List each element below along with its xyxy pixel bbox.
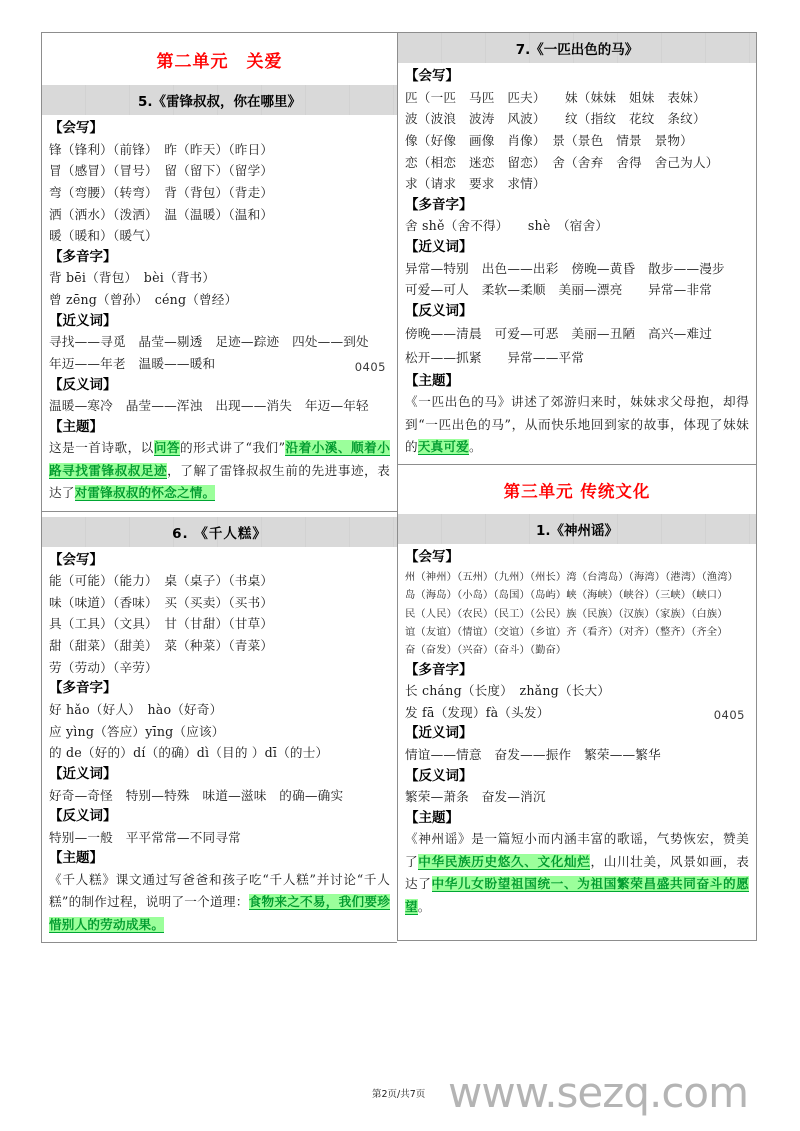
text-line: 好奇—奇怪 特别—特殊 味道—滋味 的确—确实 [49, 787, 344, 803]
theme-paragraph [405, 828, 749, 918]
text-line: 匹（一匹 马匹 匹夫） 妹（妹妹 姐妹 表妹） [405, 89, 706, 105]
text-line: 锋（锋利）（前锋） 昨（昨天）（昨日） [49, 141, 274, 157]
text-line: 弯（弯腰）（转弯） 背（背包）（背走） [49, 184, 274, 200]
theme-highlight: 天真可爱 [417, 438, 469, 454]
lesson-header-6: 6. 《千人糕》 [42, 517, 397, 547]
page-code-marker: 0405 [713, 708, 745, 723]
page-code-marker: 0405 [354, 359, 386, 374]
text-line: 背 bēi（背包） bèi（背书） [49, 270, 216, 286]
lesson-body-1 [398, 544, 756, 940]
section-label-zhuti: 【主题】 [405, 372, 459, 389]
lesson-header-5: 5.《雷锋叔叔，你在哪里》 [42, 85, 397, 115]
section-label-jinyici: 【近义词】 [49, 312, 117, 329]
text-line: 异常—特别 出色——出彩 傍晚—黄昏 散步——漫步 [405, 260, 725, 276]
text-line: 曾 zēng（曾孙） céng（曾经） [49, 292, 238, 308]
right-column [397, 32, 757, 941]
section-label-jinyici: 【近义词】 [405, 239, 473, 256]
section-label-duoyinzi: 【多音字】 [405, 661, 473, 678]
lesson-block-6 [42, 512, 397, 943]
text-line: 温暖—寒冷 晶莹——浑浊 出现——消失 年迈—年轻 [49, 398, 369, 414]
text-line: 求（请求 要求 求情） [405, 176, 546, 192]
theme-highlight: 问答 [153, 440, 180, 456]
text-line: 州（神州）（五州）（九州）（州长）湾（台湾岛）（海湾）（港湾）（渔湾） [405, 570, 738, 583]
section-label-fanyici: 【反义词】 [49, 376, 117, 393]
text-line: 傍晚——清晨 可爱—可恶 美丽—丑陋 高兴—难过 [405, 325, 713, 341]
text-line: 发 fā（发现）fà（头发） [405, 704, 550, 720]
text-line: 味（味道）（香味） 买（买卖）（买书） [49, 594, 274, 610]
theme-text: 这是一首诗歌，以 [49, 440, 154, 456]
text-line: 具（工具）（文具） 甘（甘甜）（甘草） [49, 616, 274, 632]
section-label-fanyici: 【反义词】 [405, 302, 473, 319]
text-line: 暖（暖和）（暖气） [49, 228, 158, 244]
unit-block-3 [398, 465, 756, 940]
text-line: 特别—一般 平平常常—不同寻常 [49, 829, 241, 845]
theme-highlight: 中华儿女盼望祖国统一、为祖国繁荣昌盛共同奋斗的愿望 [405, 876, 749, 914]
section-label-huixie: 【会写】 [405, 68, 459, 84]
text-line: 年迈——年老 温暖——暖和 [49, 355, 216, 371]
section-label-duoyinzi: 【多音字】 [49, 248, 117, 265]
section-label-huixie: 【会写】 [49, 120, 103, 136]
lesson-body-6 [42, 547, 397, 943]
section-label-fanyici: 【反义词】 [405, 767, 473, 784]
theme-text: 《千人糕》课文通过写爸爸和孩子吃“千人糕”并讨论“千人糕”的制作过程，说明了一个道理： [49, 871, 390, 910]
theme-highlight: 对雷锋叔叔的怀念之情。 [74, 485, 216, 501]
theme-paragraph [49, 869, 390, 936]
watermark: www.sezq.com [448, 1068, 749, 1117]
content-grid [41, 32, 757, 943]
text-line: 劳（劳动）（辛劳） [49, 659, 158, 675]
text-line: 情谊——情意 奋发——振作 繁荣——繁华 [405, 747, 661, 763]
text-line: 奋（奋发）（兴奋）（奋斗）（勤奋） [405, 644, 567, 657]
theme-highlight: 中华民族历史悠久、文化灿烂 [418, 853, 591, 869]
section-label-huixie: 【会写】 [405, 549, 459, 566]
section-label-jinyici: 【近义词】 [49, 765, 117, 782]
section-label-duoyinzi: 【多音字】 [49, 680, 117, 697]
theme-text: ，山川壮美，风景如画，表达了 [405, 853, 749, 892]
theme-text: 《神州谣》是一篇短小而内涵丰富的歌谣，气势恢宏，赞美了 [405, 831, 749, 869]
lesson-body-7 [398, 63, 756, 464]
section-label-zhuti: 【主题】 [49, 850, 103, 867]
lesson-header-7: 7.《一匹出色的马》 [398, 33, 756, 63]
text-line: 民（人民）（农民）（民工）（公民）族（民族）（汉族）（家族）（白族） [405, 607, 728, 620]
text-line: 能（可能）（能力） 桌（桌子）（书桌） [49, 573, 274, 589]
text-line: 繁荣—萧条 奋发—消沉 [405, 789, 546, 805]
section-label-duoyinzi: 【多音字】 [405, 196, 473, 213]
theme-text: 。 [417, 898, 431, 914]
text-line: 波（波浪 波涛 风波） 纹（指纹 花纹 条纹） [405, 111, 706, 127]
lesson-header-1: 1.《神州谣》 [398, 514, 756, 544]
theme-paragraph [49, 437, 390, 504]
text-line: 松开——抓紧 异常——平常 [405, 350, 585, 366]
theme-paragraph [405, 391, 749, 458]
section-label-fanyici: 【反义词】 [49, 808, 117, 825]
lesson-body-5 [42, 115, 397, 511]
text-line: 舍 shě（舍不得） shè （宿舍） [405, 218, 609, 234]
left-column [41, 32, 397, 943]
unit-block-2 [42, 33, 397, 512]
text-line: 的 de（好的）dí（的确）dì（目的 ）dī（的士） [49, 745, 329, 761]
theme-text: ，了解了雷锋叔叔生前的先进事迹，表达了 [49, 462, 390, 501]
text-line: 好 hǎo（好人） hào（好奇） [49, 702, 223, 717]
text-line: 洒（洒水）（泼洒） 温（温暖）（温和） [49, 206, 274, 222]
theme-highlight: 沿着小溪、顺着小路寻找雷锋叔叔足迹 [49, 440, 390, 478]
unit-title: 第三单元 传统文化 [503, 482, 651, 502]
text-line: 冒（感冒）（冒号） 留（留下）（留学） [49, 163, 274, 179]
section-label-huixie: 【会写】 [49, 551, 103, 568]
text-line: 寻找——寻觅 晶莹—剔透 足迹—踪迹 四处——到处 [49, 334, 369, 350]
page-footer: 第2页/共7页 [372, 1089, 426, 1100]
text-line: 谊（友谊）（情谊）（交谊）（乡谊）齐（看齐）（对齐）（整齐）（齐全） [405, 625, 728, 638]
text-line: 可爱—可人 柔软—柔顺 美丽—漂亮 异常—非常 [405, 282, 713, 298]
theme-text: 的形式讲了“我们” [179, 440, 286, 456]
lesson-block-7 [398, 33, 756, 465]
section-label-zhuti: 【主题】 [49, 418, 103, 435]
section-label-zhuti: 【主题】 [405, 809, 459, 826]
unit-title: 第二单元 关爱 [156, 52, 283, 72]
text-line: 像（好像 画像 肖像） 景（景色 情景 景物） [405, 132, 693, 148]
text-line: 恋（相恋 迷恋 留恋） 舍（舍弃 舍得 舍己为人） [405, 154, 719, 170]
section-label-jinyici: 【近义词】 [405, 725, 473, 742]
text-line: 长 cháng（长度） zhǎng（长大） [405, 683, 611, 699]
theme-text: 《一匹出色的马》讲述了郊游归来时，妹妹求父母抱，却得到“一匹出色的马”，从而快乐地回到家的故事，体现了妹妹的 [405, 394, 749, 454]
text-line: 应 yìng（答应）yīng（应该） [49, 723, 225, 739]
theme-text: 。 [468, 438, 482, 454]
theme-highlight: 食物来之不易，我们要珍惜别人的劳动成果。 [49, 894, 391, 932]
text-line: 岛（海岛）（小岛）（岛国）（岛屿）峡（海峡）（峡谷）（三峡）（峡口） [405, 589, 728, 602]
text-line: 甜（甜菜）（甜美） 菜（种菜）（青菜） [49, 638, 274, 654]
